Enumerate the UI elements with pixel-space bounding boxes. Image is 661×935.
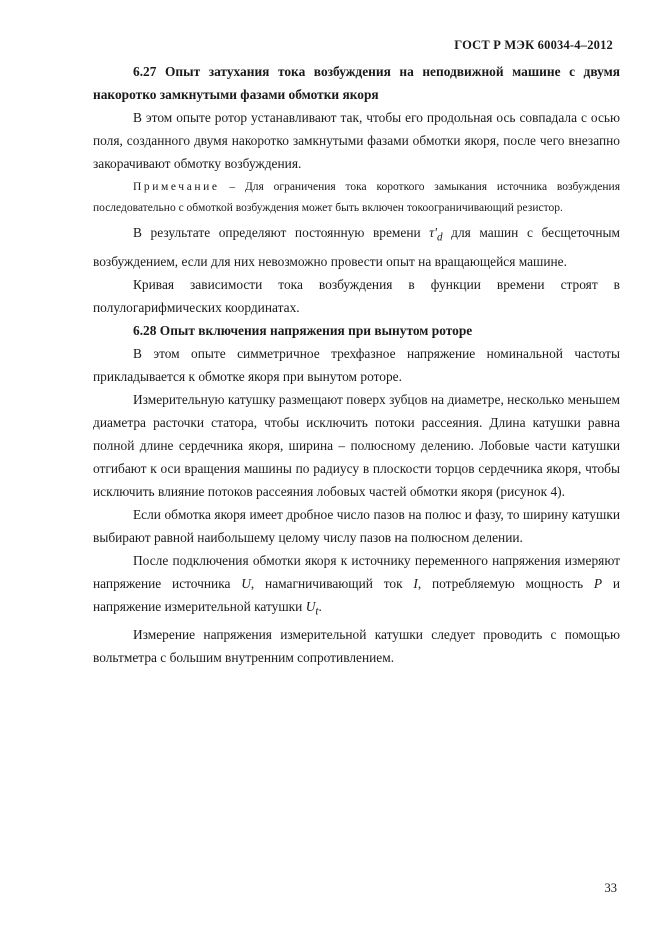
note-label: Примечание (133, 181, 220, 193)
voltage-symbol: U (241, 575, 251, 591)
text-run: , потребляемую мощность (417, 575, 594, 591)
power-symbol: P (593, 575, 603, 591)
text-run: После подключения обмотки якоря к источнику переменного напряжения измеряют напряжение источника (93, 552, 620, 591)
section-6-28-paragraph-5: Измерение напряжения измерительной катушки следует проводить с помощью вольтметра с большим внутренним сопротивлением. (93, 627, 620, 666)
page-number: 33 (604, 881, 617, 895)
section-6-28-paragraph-4 (93, 549, 620, 624)
time-constant-subscript: d (436, 231, 443, 244)
current-symbol: I (413, 575, 418, 591)
coil-voltage-symbol: U (305, 598, 316, 614)
section-6-27-paragraph-3: Кривая зависимости тока возбуждения в функции времени строят в полулогарифмических координатах. (93, 276, 620, 315)
section-6-27-paragraph-1: В этом опыте ротор устанавливают так, чтобы его продольная ось совпадала с осью поля, созданного двумя накоротко замкнутыми фазами обмотки якоря, после чего внезапно закорачивают обмотку возбуждения. (93, 110, 620, 171)
note-text: – Для ограничения тока короткого замыкания источника возбуждения последовательно с обмоткой возбуждения может быть включен токоограничивающий резистор. (93, 181, 620, 214)
body-text (93, 60, 620, 669)
text-run: для машин с бесщеточным возбуждением, если для них невозможно провести опыт на вращающейся машине. (93, 225, 620, 269)
text-run: и напряжение измерительной катушки (93, 575, 621, 614)
section-6-28-paragraph-2: Измерительную катушку размещают поверх зубцов на диаметре, несколько меньшем диаметра расточки статора, чтобы исключить потоки рассеяния. Длина катушки равна полной длине сердечника якоря, ширина – полюсному делению. Лобовые части катушки отгибают к оси вращения машины по радиусу в плоскости торцов сердечника якоря, чтобы исключить влияние потоков рассеяния лобовых частей обмотки якоря (рисунок 4). (93, 391, 620, 499)
coil-voltage-subscript: t (315, 605, 319, 618)
section-6-27-heading: 6.27 Опыт затухания тока возбуждения на неподвижной машине с двумя накоротко замкнутыми фазами обмотки якоря (93, 64, 620, 102)
time-constant-symbol: τ' (429, 225, 437, 240)
text-run: . (318, 598, 322, 614)
section-6-28-paragraph-3: Если обмотка якоря имеет дробное число пазов на полюс и фазу, то ширину катушки выбирают равной наибольшему целому числу пазов на полюсном делении. (93, 506, 620, 545)
section-6-28-paragraph-1: В этом опыте симметричное трехфазное напряжение номинальной частоты прикладывается к обмотке якоря при вынутом роторе. (93, 345, 620, 384)
document-standard-id: ГОСТ Р МЭК 60034-4–2012 (454, 38, 613, 52)
section-6-28-heading: 6.28 Опыт включения напряжения при вынутом роторе (133, 322, 473, 338)
text-run: В результате определяют постоянную времени (133, 225, 430, 240)
section-6-27-paragraph-2 (93, 221, 620, 273)
section-6-27-note (93, 177, 620, 219)
text-run: , намагничивающий ток (250, 575, 414, 591)
